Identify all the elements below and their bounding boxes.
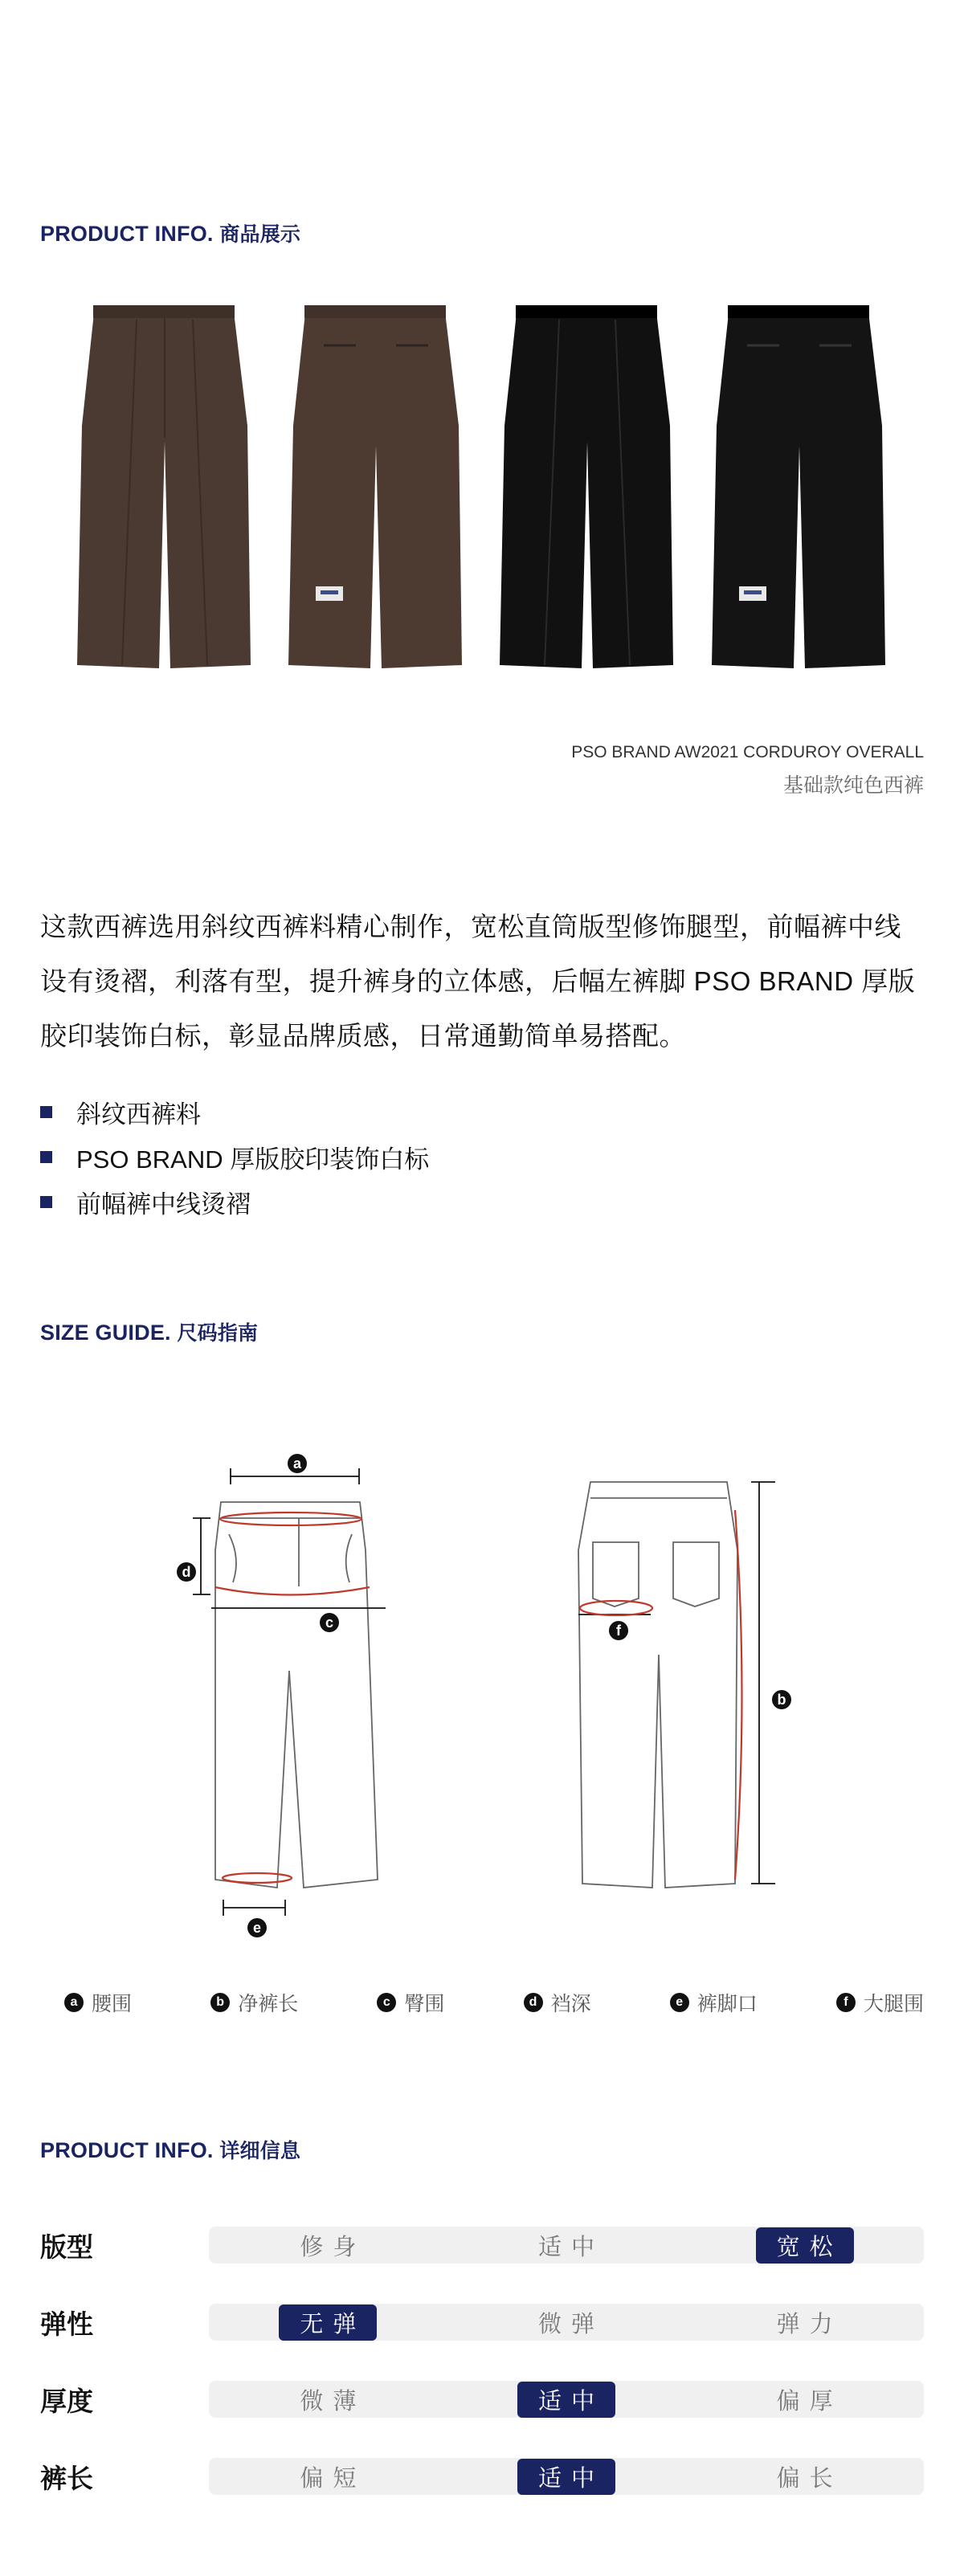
scale-option: 微弹 bbox=[538, 2311, 605, 2337]
attribute-row-elasticity bbox=[40, 2302, 924, 2342]
legend-item-thigh: f 大腿围 bbox=[836, 1988, 924, 2017]
scale-option: 微薄 bbox=[300, 2388, 366, 2415]
svg-text:c: c bbox=[325, 1615, 334, 1631]
legend-item-length: b 净裤长 bbox=[210, 1988, 298, 2017]
scale-option-selected: 适中 bbox=[447, 2381, 686, 2418]
feature-item: 前幅裤中线烫褶 bbox=[40, 1179, 429, 1224]
legend-item-waist: a 腰围 bbox=[64, 1988, 132, 2017]
bullet-icon bbox=[40, 1196, 52, 1208]
pants-black-front-image[interactable] bbox=[495, 305, 680, 675]
attribute-label: 弹性 bbox=[40, 2309, 93, 2339]
attribute-scale bbox=[209, 2381, 924, 2418]
back-pants-outline bbox=[578, 1482, 737, 1888]
detail-info-title bbox=[40, 2135, 300, 2164]
marker-a-icon: a bbox=[64, 1993, 84, 2012]
pants-black-back-image[interactable] bbox=[707, 305, 892, 675]
marker-c-icon: c bbox=[377, 1993, 396, 2012]
size-title-cn: 尺码指南 bbox=[177, 1322, 259, 1345]
attribute-label: 裤长 bbox=[40, 2463, 93, 2493]
detail-title-cn: 详细信息 bbox=[219, 2140, 301, 2162]
product-title-en: PRODUCT INFO. bbox=[40, 222, 214, 246]
pants-brown-front-image[interactable] bbox=[72, 305, 257, 675]
size-diagram bbox=[0, 1430, 964, 1944]
measurement-legend bbox=[64, 1988, 924, 2017]
scale-option: 偏厚 bbox=[776, 2388, 843, 2415]
marker-e-icon: e bbox=[670, 1993, 689, 2012]
feature-item: 斜纹西裤料 bbox=[40, 1089, 429, 1134]
marker-b-icon: b bbox=[210, 1993, 230, 2012]
detail-title-en: PRODUCT INFO. bbox=[40, 2138, 214, 2162]
attribute-row-thickness bbox=[40, 2379, 924, 2419]
marker-f-icon: f bbox=[836, 1993, 856, 2012]
feature-item: PSO BRAND 厚版胶印装饰白标 bbox=[40, 1134, 429, 1179]
scale-option: 偏短 bbox=[300, 2465, 366, 2492]
product-title-cn: 商品展示 bbox=[219, 223, 301, 246]
product-gallery bbox=[72, 305, 892, 675]
svg-text:d: d bbox=[182, 1564, 191, 1580]
feature-list bbox=[40, 1089, 429, 1224]
scale-option-selected: 无弹 bbox=[209, 2304, 447, 2341]
pants-brown-back-image[interactable] bbox=[284, 305, 468, 675]
attribute-row-fit bbox=[40, 2225, 924, 2265]
svg-text:a: a bbox=[292, 1455, 302, 1472]
front-pants-outline bbox=[215, 1502, 378, 1888]
legend-item-hip: c 臀围 bbox=[377, 1988, 444, 2017]
legend-item-hem: e 裤脚口 bbox=[670, 1988, 758, 2017]
size-guide-title bbox=[40, 1317, 258, 1346]
scale-option: 偏长 bbox=[776, 2465, 843, 2492]
bullet-icon bbox=[40, 1151, 52, 1163]
attribute-label: 厚度 bbox=[40, 2386, 93, 2416]
scale-option: 修身 bbox=[300, 2234, 366, 2260]
svg-text:b: b bbox=[777, 1692, 786, 1708]
bullet-icon bbox=[40, 1106, 52, 1118]
attribute-scale bbox=[209, 2458, 924, 2495]
attribute-label: 版型 bbox=[40, 2231, 93, 2262]
attribute-scale bbox=[209, 2304, 924, 2341]
collection-caption: PSO BRAND AW2021 CORDUROY OVERALL bbox=[571, 743, 924, 761]
product-description: 这款西裤选用斜纹西裤料精心制作，宽松直筒版型修饰腿型，前幅裤中线设有烫褶，利落有型，提升裤身的立体感，后幅左裤脚 PSO BRAND 厚版胶印装饰白标，彰显品牌质感，日常通勤简单易搭配。 bbox=[40, 912, 916, 1051]
svg-text:e: e bbox=[252, 1920, 262, 1936]
svg-text:f: f bbox=[616, 1623, 621, 1639]
attribute-scale bbox=[209, 2227, 924, 2264]
size-title-en: SIZE GUIDE. bbox=[40, 1321, 171, 1345]
product-name-caption: 基础款纯色西裤 bbox=[782, 774, 924, 797]
scale-option-selected: 宽松 bbox=[685, 2227, 924, 2264]
product-section-title bbox=[40, 218, 300, 247]
scale-option: 弹力 bbox=[776, 2311, 843, 2337]
legend-item-rise: d 裆深 bbox=[524, 1988, 591, 2017]
attribute-row-length bbox=[40, 2456, 924, 2496]
marker-d-icon: d bbox=[524, 1993, 543, 2012]
scale-option: 适中 bbox=[538, 2234, 605, 2260]
scale-option-selected: 适中 bbox=[447, 2458, 686, 2495]
